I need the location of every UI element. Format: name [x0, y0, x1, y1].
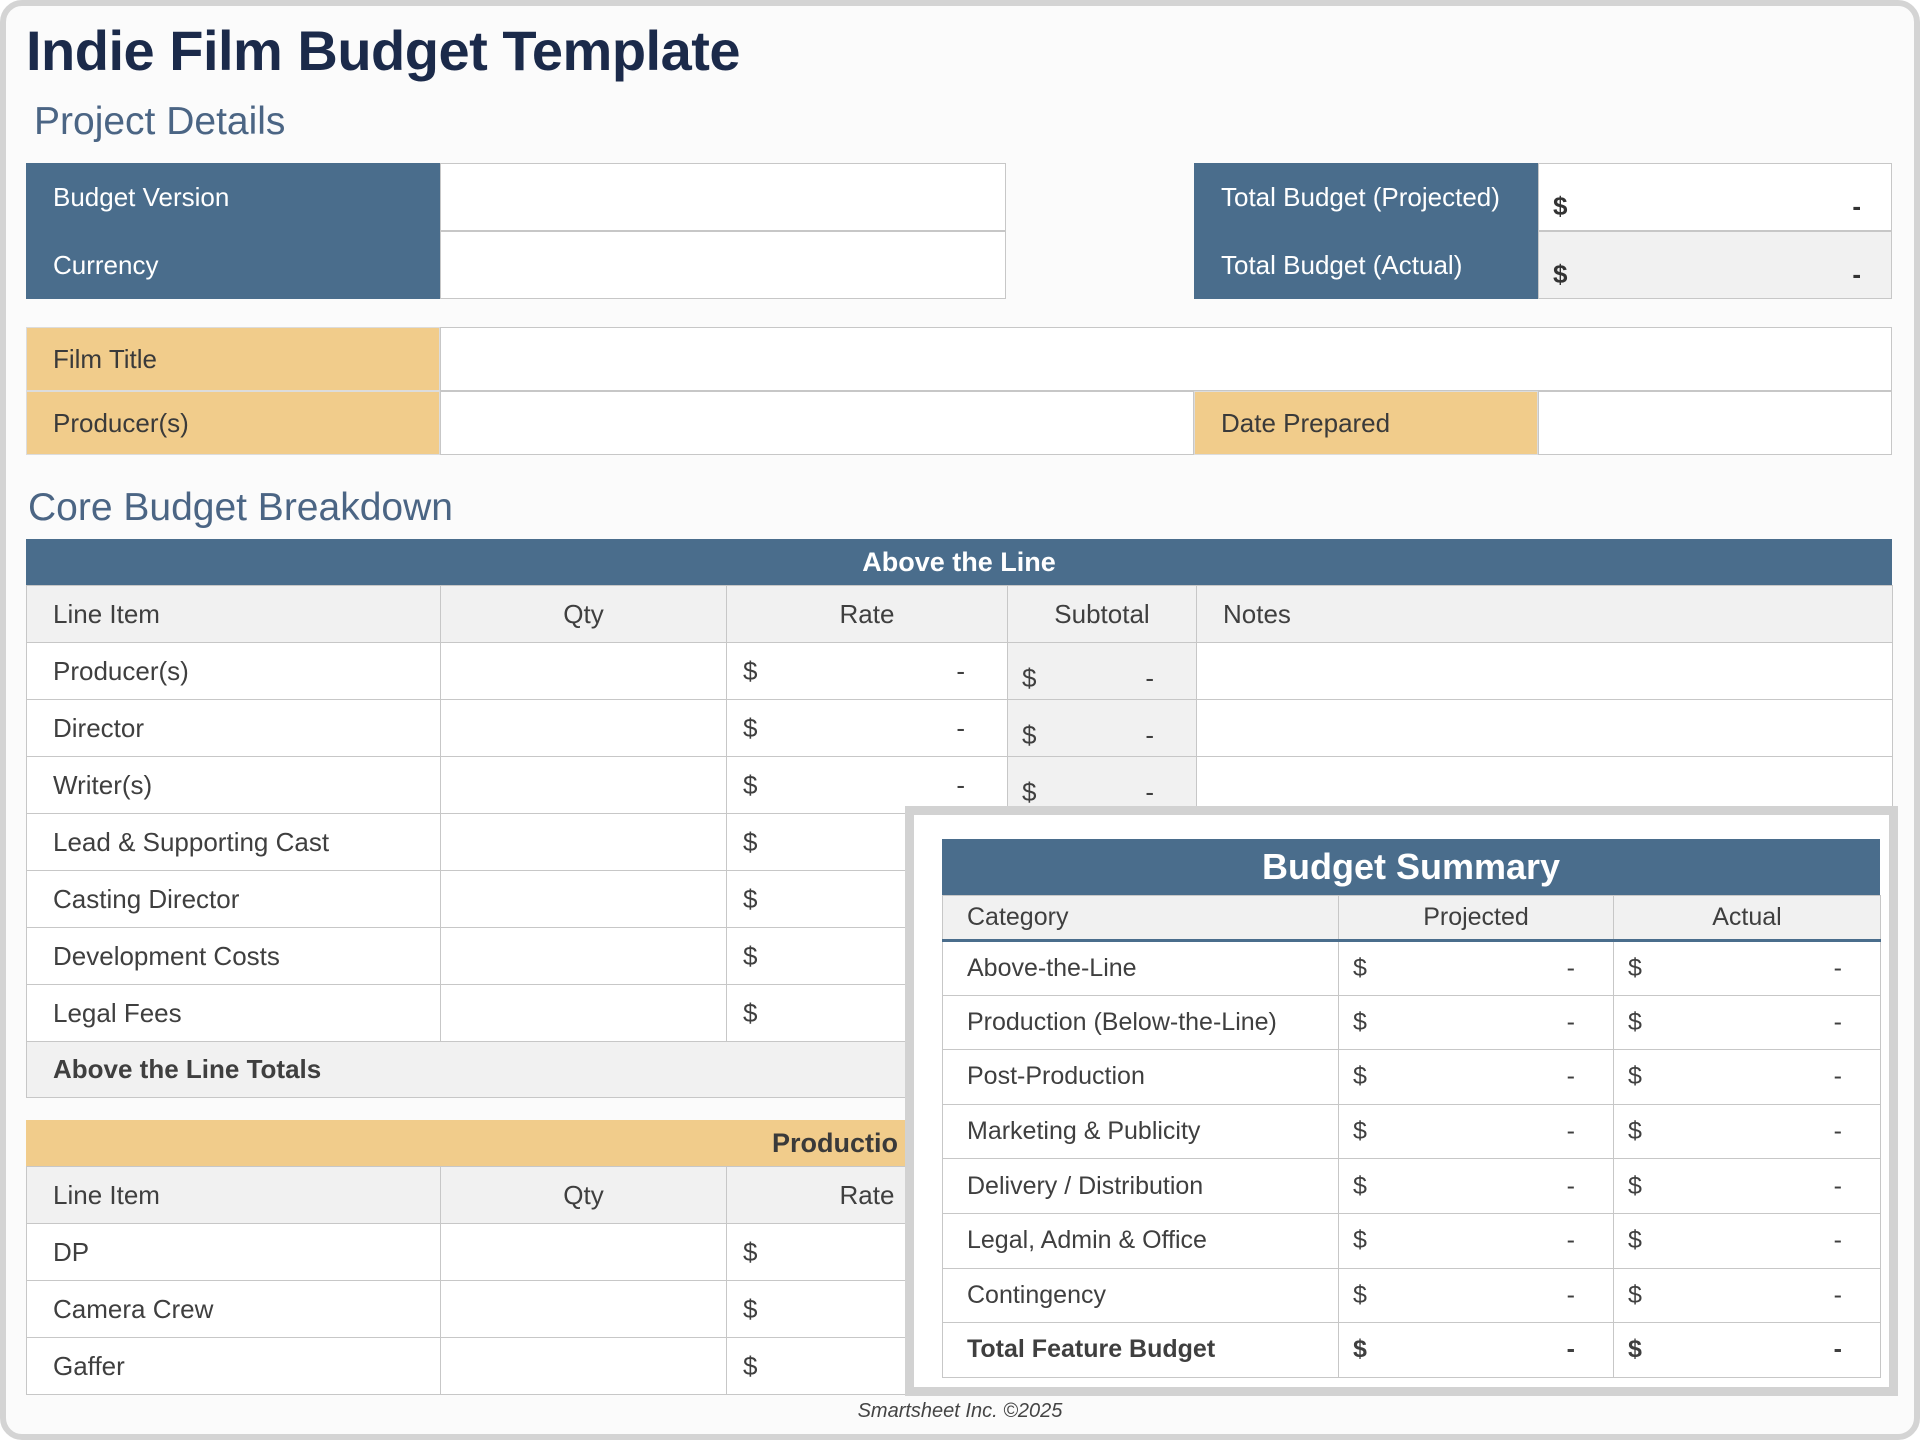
total-projected-value: -	[1852, 191, 1861, 221]
col-qty: Qty	[441, 586, 727, 643]
currency-label: Currency	[26, 231, 440, 299]
line-item: Camera Crew	[27, 1281, 441, 1338]
projected-cell: $ -	[1339, 941, 1614, 996]
actual-cell: $ -	[1614, 1104, 1881, 1159]
budget-summary-table	[942, 895, 1881, 1378]
table-row	[27, 700, 1893, 757]
line-item: Writer(s)	[27, 757, 441, 814]
summary-header-row	[943, 896, 1881, 941]
total-actual-cell: $ -	[1614, 1323, 1881, 1378]
subtotal-cell: $ -	[1008, 700, 1197, 757]
category-label: Above-the-Line	[943, 941, 1339, 996]
qty-cell[interactable]	[441, 814, 727, 871]
category-label: Delivery / Distribution	[943, 1159, 1339, 1214]
qty-cell[interactable]	[441, 643, 727, 700]
currency-field[interactable]	[440, 231, 1006, 299]
col-actual: Actual	[1614, 896, 1881, 941]
line-item: Gaffer	[27, 1338, 441, 1395]
above-the-line-totals-label: Above the Line Totals	[27, 1042, 1893, 1098]
qty-cell[interactable]	[441, 700, 727, 757]
category-label: Legal, Admin & Office	[943, 1213, 1339, 1268]
qty-cell[interactable]	[441, 1281, 727, 1338]
rate-cell[interactable]: $	[727, 1281, 1008, 1338]
line-item: Legal Fees	[27, 985, 441, 1042]
total-projected-field[interactable]	[1538, 163, 1892, 231]
summary-row	[943, 1213, 1881, 1268]
projected-cell: $ -	[1339, 1050, 1614, 1105]
qty-cell[interactable]	[441, 928, 727, 985]
rate-cell[interactable]: $	[727, 1338, 1008, 1395]
rate-cell[interactable]: $ -	[727, 757, 1008, 814]
core-breakdown-heading: Core Budget Breakdown	[28, 486, 453, 529]
total-actual-field[interactable]	[1538, 231, 1892, 299]
qty-cell[interactable]	[441, 757, 727, 814]
projected-cell: $ -	[1339, 1268, 1614, 1323]
total-projected-symbol: $	[1553, 191, 1568, 221]
col-rate: Rate	[727, 1167, 1008, 1224]
total-actual-label: Total Budget (Actual)	[1194, 231, 1538, 299]
total-projected-label: Total Budget (Projected)	[1194, 163, 1538, 231]
total-projected-cell: $ -	[1339, 1323, 1614, 1378]
summary-row	[943, 941, 1881, 996]
actual-cell: $ -	[1614, 1050, 1881, 1105]
rate-cell[interactable]: $	[727, 928, 1008, 985]
actual-cell: $ -	[1614, 995, 1881, 1050]
production-header: Productio	[26, 1120, 1892, 1166]
budget-summary-panel	[905, 806, 1898, 1396]
line-item: DP	[27, 1224, 441, 1281]
budget-version-field[interactable]	[440, 163, 1006, 231]
total-actual-value: -	[1852, 259, 1861, 289]
category-label: Post-Production	[943, 1050, 1339, 1105]
rate-cell[interactable]: $	[727, 985, 1008, 1042]
table-row	[27, 643, 1893, 700]
qty-cell[interactable]	[441, 871, 727, 928]
summary-row	[943, 1159, 1881, 1214]
summary-row	[943, 995, 1881, 1050]
table-row	[27, 757, 1893, 814]
col-qty: Qty	[441, 1167, 727, 1224]
category-label: Production (Below-the-Line)	[943, 995, 1339, 1050]
footer-copyright: Smartsheet Inc. ©2025	[857, 1400, 1063, 1422]
notes-cell[interactable]	[1197, 757, 1893, 814]
producers-field[interactable]	[440, 391, 1194, 455]
line-item: Lead & Supporting Cast	[27, 814, 441, 871]
col-notes: Notes	[1197, 586, 1893, 643]
qty-cell[interactable]	[441, 1224, 727, 1281]
col-line-item: Line Item	[27, 586, 441, 643]
total-feature-budget-label: Total Feature Budget	[943, 1323, 1339, 1378]
budget-version-label: Budget Version	[26, 163, 440, 231]
actual-cell: $ -	[1614, 1268, 1881, 1323]
rate-cell[interactable]: $	[727, 814, 1008, 871]
projected-cell: $ -	[1339, 1159, 1614, 1214]
col-rate: Rate	[727, 586, 1008, 643]
above-the-line-header: Above the Line	[26, 539, 1892, 585]
category-label: Marketing & Publicity	[943, 1104, 1339, 1159]
summary-row	[943, 1268, 1881, 1323]
projected-cell: $ -	[1339, 1104, 1614, 1159]
line-item: Producer(s)	[27, 643, 441, 700]
category-label: Contingency	[943, 1268, 1339, 1323]
actual-cell: $ -	[1614, 1159, 1881, 1214]
producers-label: Producer(s)	[26, 391, 440, 455]
notes-cell[interactable]	[1197, 700, 1893, 757]
line-item: Casting Director	[27, 871, 441, 928]
col-line-item: Line Item	[27, 1167, 441, 1224]
rate-cell[interactable]: $	[727, 1224, 1008, 1281]
col-category: Category	[943, 896, 1339, 941]
total-actual-symbol: $	[1553, 259, 1568, 289]
project-details-heading: Project Details	[34, 100, 286, 143]
col-subtotal: Subtotal	[1008, 586, 1197, 643]
rate-cell[interactable]: $ -	[727, 643, 1008, 700]
date-prepared-label: Date Prepared	[1194, 391, 1538, 455]
actual-cell: $ -	[1614, 941, 1881, 996]
summary-total-row	[943, 1323, 1881, 1378]
page-title: Indie Film Budget Template	[26, 19, 741, 82]
rate-cell[interactable]: $ -	[727, 700, 1008, 757]
summary-row	[943, 1050, 1881, 1105]
budget-summary-title: Budget Summary	[942, 839, 1880, 895]
film-title-label: Film Title	[26, 327, 440, 391]
subtotal-cell: $ -	[1008, 643, 1197, 700]
qty-cell[interactable]	[441, 985, 727, 1042]
date-prepared-field[interactable]	[1538, 391, 1892, 455]
line-item: Development Costs	[27, 928, 441, 985]
col-projected: Projected	[1339, 896, 1614, 941]
column-header-row	[27, 586, 1893, 643]
notes-cell[interactable]	[1197, 643, 1893, 700]
projected-cell: $ -	[1339, 995, 1614, 1050]
actual-cell: $ -	[1614, 1213, 1881, 1268]
film-title-field[interactable]	[440, 327, 1892, 391]
projected-cell: $ -	[1339, 1213, 1614, 1268]
summary-row	[943, 1104, 1881, 1159]
subtotal-cell: $ -	[1008, 757, 1197, 814]
line-item: Director	[27, 700, 441, 757]
rate-cell[interactable]: $	[727, 871, 1008, 928]
qty-cell[interactable]	[441, 1338, 727, 1395]
